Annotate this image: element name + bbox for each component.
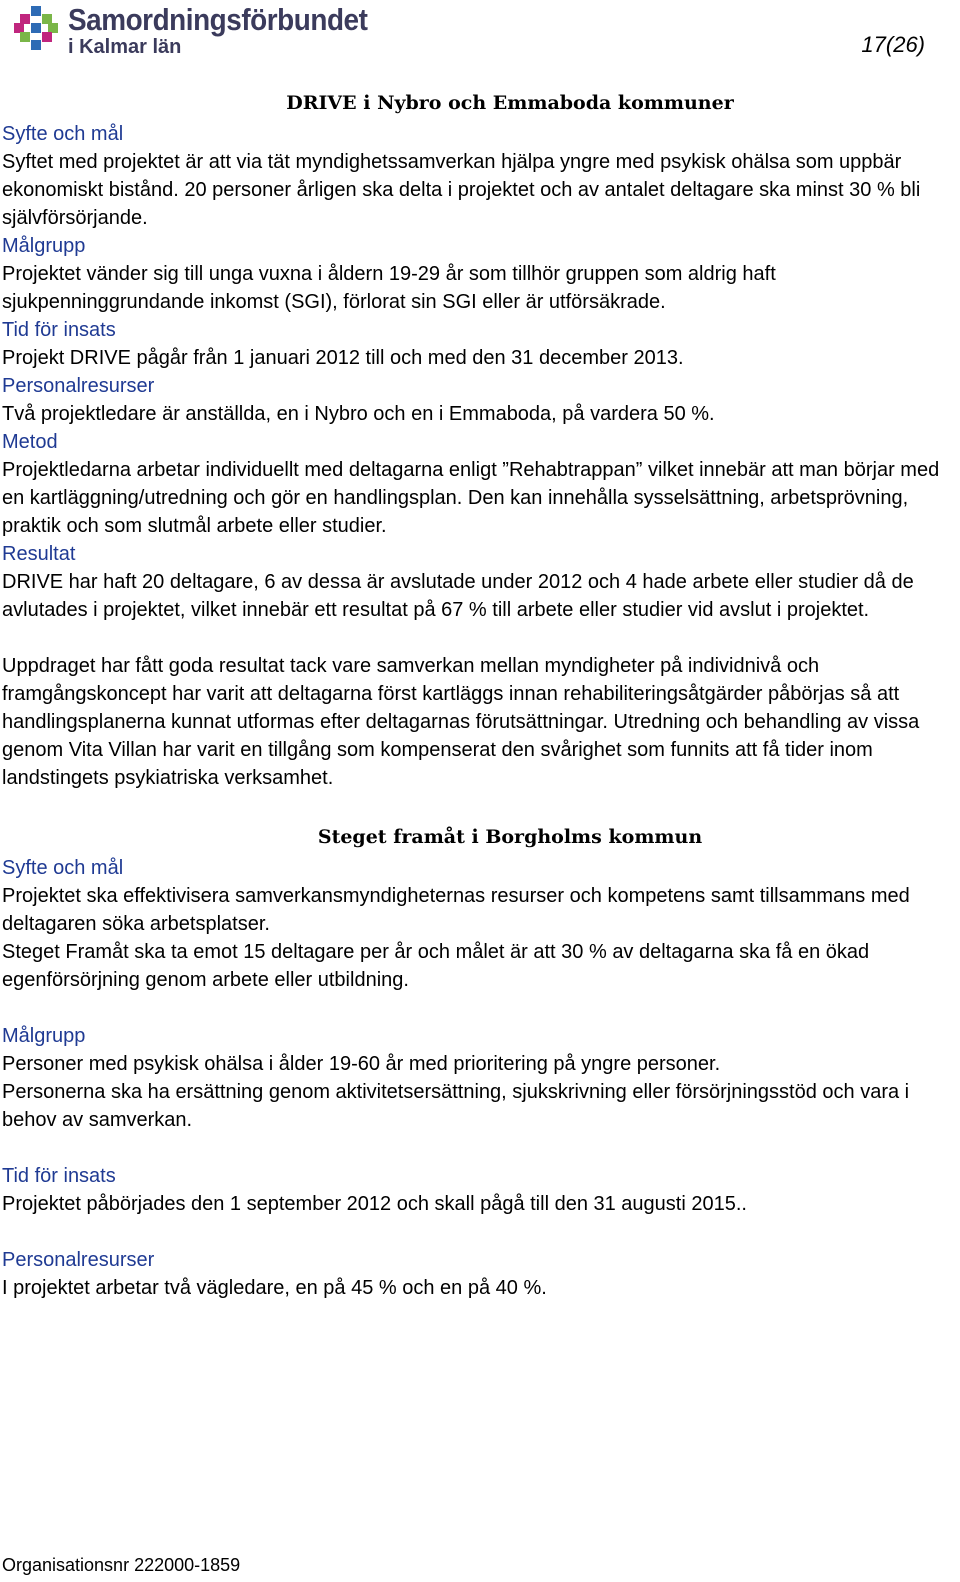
paragraph: Projektet påbörjades den 1 september 2012 och skall pågå till den 31 augusti 2015.. [2,1193,747,1215]
paragraph: Personerna ska ha ersättning genom aktivitetsersättning, sjukskrivning eller försörjningsstöd och vara i behov av samverkan. [2,1081,910,1131]
section-title: DRIVE i Nybro och Emmaboda kommuner [286,92,734,114]
spacer [2,624,958,652]
spacer [2,1218,958,1246]
spacer [2,792,958,820]
section-title: Steget framåt i Borgholms kommun [317,826,703,848]
paragraph: DRIVE har haft 20 deltagare, 6 av dessa är avslutade under 2012 och 4 hade arbete eller studier då de avlutades i projektet, vilket innebär ett resultat på 67 % till arbete eller studier vid avslut i projektet. [2,571,914,621]
spacer [2,994,958,1022]
section-heading: Tid för insats [2,319,116,341]
paragraph: I projektet arbetar två vägledare, en på 45 % och en på 40 %. [2,1277,547,1299]
page-header [0,0,960,70]
paragraph: Två projektledare är anställda, en i Nybro och en i Emmaboda, på vardera 50 %. [2,403,715,425]
org-name: Samordningsförbundet [68,2,368,37]
spacer [2,1134,958,1162]
paragraph: Uppdraget har fått goda resultat tack vare samverkan mellan myndigheter på individnivå och framgångskoncept har varit att deltagarna först kartläggs innan rehabiliteringsåtgärder påbörjas så att handlingsplanerna kunnat utformas efter deltagarnas förutsättningar. Utredning och behandling av vissa genom Vita Villan har varit en tillgång som kompenserat den svårighet som funnits att få tider inom landstingets psykiatriska verksamhet. [2,655,920,789]
org-logo [14,4,401,57]
logo-mark-icon [14,6,58,50]
paragraph: Personer med psykisk ohälsa i ålder 19-60 år med prioritering på yngre personer. [2,1053,721,1075]
section-heading: Målgrupp [2,1025,86,1047]
paragraph: Projektet ska effektivisera samverkansmyndigheternas resurser och kompetens samt tillsammans med deltagaren söka arbetsplatser. [2,885,910,935]
paragraph: Projekt DRIVE pågår från 1 januari 2012 till och med den 31 december 2013. [2,347,684,369]
section-heading: Målgrupp [2,235,86,257]
org-region: i Kalmar län [68,36,182,58]
section-heading: Resultat [2,543,76,565]
paragraph: Syftet med projektet är att via tät myndighetssamverkan hjälpa yngre med psykisk ohälsa som uppbär ekonomiskt bistånd. 20 personer årligen ska delta i projektet och av antalet deltagare ska minst 30 % bli självförsörjande. [2,151,921,229]
section-heading: Syfte och mål [2,857,124,879]
section-heading: Metod [2,431,58,453]
section-heading: Syfte och mål [2,123,124,145]
paragraph: Steget Framåt ska ta emot 15 deltagare per år och målet är att 30 % av deltagarna ska få en ökad egenförsörjning genom arbete eller utbildning. [2,941,870,991]
paragraph: Projektet vänder sig till unga vuxna i åldern 19-29 år som tillhör gruppen som aldrig haft sjukpenninggrundande inkomst (SGI), förlorat sin SGI eller är utförsäkrade. [2,263,776,313]
document-body [2,86,958,1302]
footer-org-number: Organisationsnr 222000-1859 [2,1555,241,1575]
section-heading: Personalresurser [2,375,155,397]
paragraph: Projektledarna arbetar individuellt med deltagarna enligt ”Rehabtrappan” vilket innebär att man börjar med en kartläggning/utredning och gör en handlingsplan. Den kan innehålla sysselsättning, arbetsprövning, praktik och som slutmål arbete eller studier. [2,459,940,537]
page-number: 17(26) [861,32,925,57]
section-heading: Personalresurser [2,1249,155,1271]
section-heading: Tid för insats [2,1165,116,1187]
